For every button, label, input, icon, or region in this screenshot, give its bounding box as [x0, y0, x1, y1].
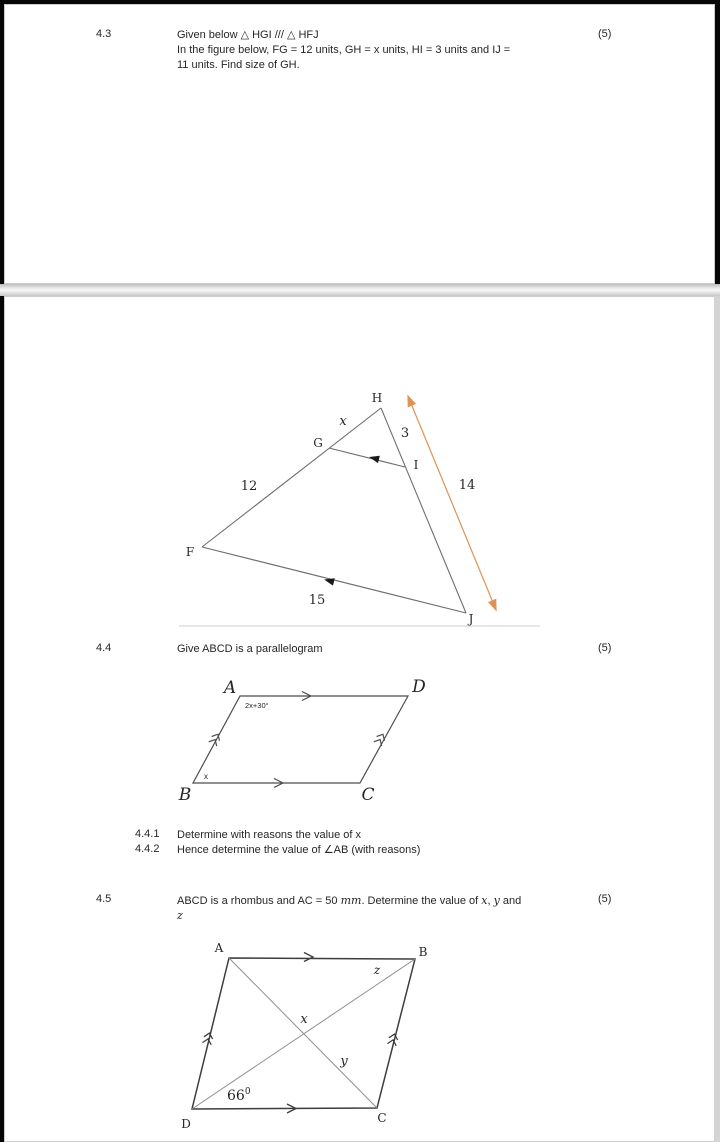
question-4-4-1-text: Determine with reasons the value of x	[177, 829, 362, 841]
vertex-label-i: I	[413, 458, 419, 472]
question-number-4-4-2: 4.4.2	[135, 843, 160, 855]
page-2-right-edge	[714, 296, 720, 1142]
q45-comma: ,	[487, 895, 494, 907]
q45-part1: ABCD is a rhombus and AC = 50	[177, 895, 341, 907]
label-z: z	[373, 963, 381, 977]
question-number-4-4-1: 4.4.1	[135, 828, 160, 840]
vertex-label-c: C	[377, 1111, 387, 1125]
vertex-label-a: A	[214, 941, 224, 955]
q43-line3: 11 units. Find size of GH.	[177, 59, 300, 71]
vertex-label-j: J	[468, 612, 474, 626]
q45-part2: . Determine the value of	[361, 895, 482, 907]
side-label-14: 14	[458, 478, 476, 493]
page-separator	[0, 284, 720, 296]
double-parallel-mark-icon	[374, 732, 387, 746]
question-4-3-text	[177, 28, 510, 73]
question-4-5-text	[177, 893, 521, 909]
triangle-side-hj	[381, 408, 466, 613]
angle-label-d: $66^0$	[227, 1087, 251, 1104]
side-label-15: 15	[308, 593, 326, 608]
orange-arrow-line	[410, 401, 494, 605]
marks-4-4: (5)	[598, 642, 612, 654]
side-label-x: x	[339, 414, 347, 429]
question-4-4-text: Give ABCD is a parallelogram	[177, 643, 323, 655]
q45-x: x	[481, 894, 488, 907]
q43-line2: In the figure below, FG = 12 units, GH = x units, HI = 3 units and IJ =	[177, 44, 511, 56]
arrowhead-down-icon	[488, 599, 501, 614]
parallel-mark-icon	[304, 953, 313, 962]
triangle-segment-gi	[329, 448, 405, 467]
side-label-12: 12	[240, 479, 258, 494]
triangle-side-hf	[202, 408, 381, 547]
q45-mm: mm	[340, 894, 362, 907]
vertex-label-d: D	[181, 1117, 191, 1131]
side-label-3: 3	[400, 426, 410, 441]
vertex-label-b: B	[178, 785, 192, 805]
q43-line1: Given below △ HGI /// △ HFJ	[177, 29, 319, 41]
angle-label-b: x	[204, 772, 208, 781]
vertex-label-a: A	[223, 678, 237, 698]
parallelogram-figure	[160, 670, 460, 810]
label-x: x	[300, 1012, 308, 1027]
question-4-4-2-text: Hence determine the value of ∠AB (with reasons)	[177, 844, 421, 856]
marks-4-5: (5)	[598, 893, 612, 905]
vertex-label-f: F	[185, 545, 195, 559]
diagonal-db	[192, 959, 415, 1109]
marks-4-3: (5)	[598, 28, 612, 40]
angle-label-a: 2x+30°	[245, 701, 269, 710]
rhombus-figure	[150, 930, 480, 1142]
vertex-label-c: C	[361, 785, 375, 805]
question-4-5-line2: z	[177, 909, 183, 922]
question-number-4-3: 4.3	[96, 28, 112, 40]
diagonal-ac	[229, 958, 377, 1108]
label-y: y	[340, 1054, 348, 1069]
vertex-label-b: B	[418, 945, 428, 959]
vertex-label-d: D	[412, 677, 426, 697]
question-number-4-5: 4.5	[96, 893, 112, 905]
arrowhead-up-icon	[403, 393, 416, 408]
q45-y: y	[493, 894, 500, 907]
triangle-figure	[170, 380, 510, 630]
q45-part3: and	[499, 895, 522, 907]
parallelogram-outline	[193, 696, 408, 783]
vertex-label-g: G	[313, 436, 323, 450]
vertex-label-h: H	[371, 391, 383, 405]
question-number-4-4: 4.4	[96, 642, 112, 654]
